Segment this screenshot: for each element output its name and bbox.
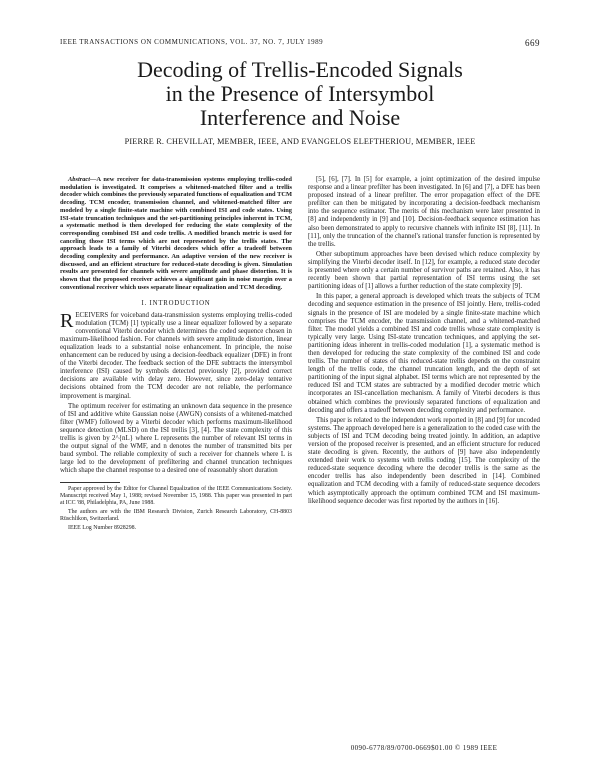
body-paragraph: This paper is related to the independent work reported in [8] and [9] for uncoded systems. The approach developed here is a generalization to the coded case with the subjects of ISI and TCM decoding being treated jointly. In addition, an adaptive version of the proposed receiver is presented, and an efficient structure for reduced state decoding is given. Recently, the authors of [9] have also independently extended their work to systems with trellis coding [15]. The complexity of the reduced-state sequence decoding where the decoder trellis is the same as the encoder trellis has also independently been described in [14]. Combined equalization and TCM decoding with a family of reduced-state sequence decoders which asymptotically approach the optimum combined TCM and ISI maximum-likelihood sequence decoder was first reported by the authors in [16]. — [308, 416, 540, 505]
author-line: PIERRE R. CHEVILLAT, MEMBER, IEEE, AND EVANGELOS ELEFTHERIOU, MEMBER, IEEE — [124, 137, 476, 146]
drop-cap: R — [60, 309, 74, 332]
footnote-divider — [60, 482, 120, 483]
running-head — [60, 38, 540, 50]
title-line: in the Presence of Intersymbol — [165, 81, 435, 106]
abstract-text: —A new receiver for data-transmission systems employing trellis-coded modulation is investigated. It comprises a whitened-matched filter and a trellis decoder which combines the previously separated functions of equalization and TCM decoding. TCM encoder, transmission channel, and whitened-matched filter are modeled by a single finite-state machine with combined ISI and code states. Using ISI-state truncation techniques and the set-partitioning principles inherent in TCM, a systematic method is then developed for reducing the state complexity of the corresponding combined ISI and code trellis. A modified branch metric is used for canceling those ISI terms which are not represented by the trellis states. The approach leads to a family of Viterbi decoders which offer a tradeoff between decoding complexity and performance. An adaptive version of the new receiver is discussed, and an efficient structure for reduced-state decoding is given. Simulation results are presented for channels with severe amplitude and phase distortion. It is shown that the proposed receiver achieves a significant gain in noise margin over a conventional receiver which uses separate linear equalization and TCM decoding. — [60, 176, 292, 291]
paper-title — [60, 58, 540, 130]
body-paragraph: [5], [6], [7]. In [5] for example, a joint optimization of the desired impulse response and a linear prefilter has been investigated. In [6] and [7], a DFE has been proposed instead of a linear prefilter. The error propagation effect of the DFE prefilter can then be mitigated by incorporating a decision-feedback mechanism into the sequence estimator. The merits of this mechanism were later presented in [8] and independently in [9] and [10]. Decision-feedback sequence estimation has also been demonstrated to apply to recursive channels with infinite ISI [8], [11]. In [11], only the truncation of the channel's rational transfer function is represented by the trellis. — [308, 176, 540, 248]
right-column — [308, 176, 540, 508]
journal-citation: IEEE TRANSACTIONS ON COMMUNICATIONS, VOL. 37, NO. 7, JULY 1989 — [60, 38, 324, 46]
footnote: IEEE Log Number 8928298. — [68, 524, 137, 531]
intro-paragraph: The optimum receiver for estimating an unknown data sequence in the presence of ISI and additive white Gaussian noise (AWGN) consists of a whitened-matched filter (WMF) followed by a Viterbi decoder which performs maximum-likelihood sequence detection (MLSD) on the ISI trellis [3], [4]. The state complexity of this trellis is given by 2^{nL} where L represents the number of relevant ISI terms in the output signal of the WMF, and n denotes the number of transmitted bits per baud symbol. The reliable complexity of such a receiver for channels where L is large led to the development of prefiltering and channel truncation techniques which shape the channel response to a desired one of reasonably short duration — [60, 402, 292, 475]
copyright-code: 0090-6778/89/0700-0669$01.00 © 1989 IEEE — [350, 744, 498, 752]
abstract — [60, 176, 292, 292]
title-line: Decoding of Trellis-Encoded Signals — [137, 57, 463, 82]
intro-paragraph-text: ECEIVERS for voiceband data-transmission systems employing trellis-coded modulation (TCM) [1] typically use a linear equalizer followed by a separate conventional Viterbi decoder which determines the coded sequence chosen in maximum-likelihood fashion. For channels with severe amplitude distortion, linear equalization leads to a substantial noise enhancement. In principle, the noise enhancement can be reduced by using a decision-feedback equalizer (DFE) in front of the Viterbi decoder. The feedback section of the DFE subtracts the intersymbol interference (ISI) caused by symbols detected previously [2], provided correct decisions are available with delay zero. However, since zero-delay tentative decisions obtained from the TCM decoder are not reliable, the performance improvement is marginal. — [60, 311, 292, 400]
title-line: Interference and Noise — [199, 105, 401, 130]
left-column — [60, 176, 292, 534]
intro-paragraph — [60, 309, 292, 401]
footnote: The authors are with the IBM Research Division, Zurich Research Laboratory, CH-8803 Rüschlikon, Switzerland. — [60, 508, 292, 522]
section-heading: I. INTRODUCTION — [141, 299, 211, 307]
abstract-label: Abstract — [68, 176, 91, 183]
body-paragraph: In this paper, a general approach is developed which treats the subjects of TCM decoding and sequence estimation in the presence of ISI jointly. Here, trellis-coded signals in the presence of ISI are modeled by a single finite-state machine which comprises the TCM encoder, the transmission channel, and a whitened-matched filter. The model yields a combined ISI and code trellis whose state complexity is typically very large. Using ISI-state truncation techniques, and applying the set-partitioning ideas inherent in trellis-coded modulation [1], a systematic method is then developed for reducing the state complexity of the combined ISI and code trellis. The number of states of this reduced-state trellis depends on the constraint length of the trellis code, the channel truncation length, and the depth of set partitioning of the input signal alphabet. ISI terms which are not represented by the reduced ISI and TCM states are subtracted by a modified decoder metric which incorporates an ISI-cancellation mechanism. A family of Viterbi decoders is thus obtained which combines the previously separated functions of equalization and decoding and offers a tradeoff between decoding complexity and performance. — [308, 293, 540, 414]
body-paragraph: Other suboptimum approaches have been devised which reduce complexity by simplifying the Viterbi decoder itself. In [12], for example, a reduced state decoder is presented where only a certain number of survivor paths are retained. Also, it has recently been shown that partial representation of ISI terms using the set partitioning ideas of [1] allows a further reduction of the state complexity [9]. — [308, 250, 540, 291]
footnote: Paper approved by the Editor for Channel Equalization of the IEEE Communications Society. Manuscript received May 1, 1988; revised November 15, 1988. This paper was presented in part at ICC '88, Philadelphia, PA, June 1988. — [60, 485, 292, 506]
page-number: 669 — [525, 38, 540, 48]
